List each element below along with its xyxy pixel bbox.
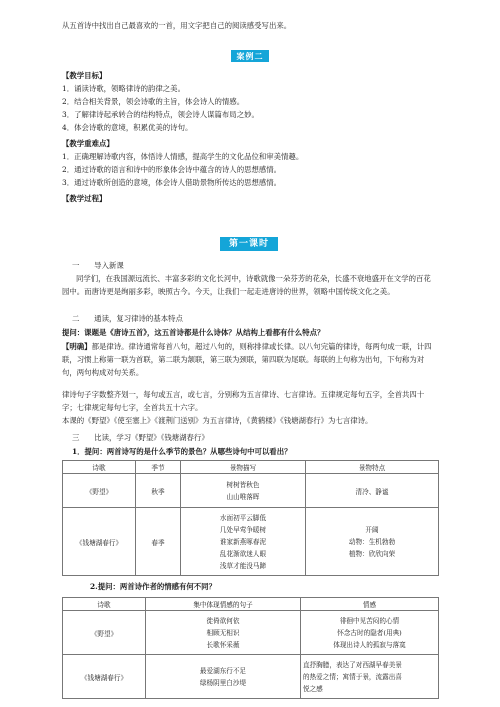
emotion-table	[62, 597, 439, 699]
emotion-line: 怀念古时的隐者(用典)	[337, 628, 402, 637]
answer-label: 【明确】	[62, 342, 92, 351]
table-header: 情感	[301, 598, 439, 611]
poem-line: 长歌怀采薇	[206, 640, 240, 649]
table-row	[63, 474, 439, 508]
lines-cell	[146, 655, 301, 699]
intro-task: 从五首诗中找出自己最喜欢的一首，用文字把自己的阅读感受写出来。	[62, 21, 292, 30]
section2-p2: 律诗句子字数整齐划一，每句或五言，或七言，分别称为五言律诗、七言律诗。五律规定每句五字，全首共四十字；七律规定每句七字，全首共五十六字。	[62, 390, 425, 412]
scenery-cell	[181, 474, 306, 508]
emotion-line: 直抒胸臆，表达了对西湖早春美景	[303, 660, 402, 669]
section3-title: 三 比读，学习《野望》《钱塘湖春行》	[72, 433, 209, 442]
season-cell: 春季	[136, 508, 181, 576]
table-header: 季节	[136, 461, 181, 474]
keypoints-heading: 【教学重难点】	[62, 139, 114, 148]
section2-question: 提问：课题是《唐诗五首》，这五首诗都是什么诗体？从结构上看都有什么特点？	[62, 328, 325, 337]
poem-cell: 《野望》	[63, 474, 136, 508]
poem-cell: 《野望》	[63, 611, 146, 655]
section2-title: 二 通读，复习律诗的基本特点	[72, 314, 183, 323]
season-table	[62, 460, 439, 576]
section2-answer	[62, 340, 438, 379]
goals-heading: 【教学目标】	[62, 71, 107, 80]
poem-cell: 《钱塘湖春行》	[63, 508, 136, 576]
feature-cell	[306, 508, 439, 576]
table-row	[63, 508, 439, 576]
section1-title: 一 导入新课	[72, 261, 124, 270]
section3-q2: 2.提问：两首诗作者的情感有何不同？	[90, 582, 216, 591]
answer-text: 都是律诗。律诗通常每首八句，超过八句的，则称排律或长律。以八句完篇的律诗，每两句成一联，计四联，习惯上称第一联为首联，第二联为颔联，第三联为颈联，第四联为尾联。每联的上句称为出句，下句称为对句，两句构成对句关系。	[62, 342, 432, 377]
poem-line: 最爱湖东行不足	[199, 666, 247, 675]
case-badge: 案例二	[231, 50, 269, 62]
emotion-line: 徘徊中见苦闷的心情	[339, 616, 400, 625]
feature-line: 植物：欣欣向荣	[348, 549, 396, 558]
emotion-cell	[301, 611, 439, 655]
section3-q1: 1．提问：两首诗写的是什么季节的景色？从哪些诗句中可以看出？	[72, 447, 292, 456]
emotion-line: 体现出诗人的孤寂与落寞	[333, 640, 406, 649]
poem-line: 相顾无相识	[206, 628, 240, 637]
scenery-line: 谁家新燕啄春泥	[219, 537, 267, 546]
table-header: 景物特点	[306, 461, 439, 474]
scenery-line: 树树皆秋色	[226, 480, 260, 489]
goal-item: 4．体会诗歌的意境，积累优美的诗句。	[62, 123, 193, 132]
scenery-line: 乱花渐欲迷人眼	[219, 549, 267, 558]
table-header: 集中体现情感的句子	[146, 598, 301, 611]
table-row	[63, 655, 439, 699]
feature-line: 动物：生机勃勃	[348, 537, 396, 546]
lines-cell	[146, 611, 301, 655]
scenery-line: 几处早莺争暖树	[219, 525, 267, 534]
table-header: 诗歌	[63, 598, 146, 611]
poem-line: 绿杨阴里白沙堤	[199, 678, 247, 687]
emotion-line: 悦之感	[303, 684, 323, 693]
emotion-line: 的热爱之情；寓情于景，流露出喜	[303, 672, 402, 681]
table-row	[63, 611, 439, 655]
poem-line: 徙倚欲何依	[206, 616, 240, 625]
keypoint-item: 3．通过诗歌所创造的意境，体会诗人借助景物所传达的思想感情。	[62, 178, 282, 187]
process-heading: 【教学过程】	[62, 194, 107, 203]
table-header-row	[63, 598, 439, 611]
section2-p3: 本课的《野望》《使至塞上》《渡荆门送别》为五言律诗，《黄鹤楼》《钱塘湖春行》为七言律诗。	[62, 416, 373, 425]
scenery-line: 山山唯落晖	[226, 492, 260, 501]
table-header-row	[63, 461, 439, 474]
keypoint-item: 2．通过诗歌的语言和诗中的形象体会诗中蕴含的诗人的思想感情。	[62, 165, 282, 174]
feature-cell: 清冷、静谧	[306, 474, 439, 508]
lesson-badge: 第一课时	[220, 237, 278, 251]
scenery-line: 浅草才能没马蹄	[219, 561, 267, 570]
poem-cell: 《钱塘湖春行》	[63, 655, 146, 699]
table-header: 景物描写	[181, 461, 306, 474]
goal-item: 2．结合相关背景，领会诗歌的主旨，体会诗人的情感。	[62, 97, 245, 106]
table-header: 诗歌	[63, 461, 136, 474]
keypoint-item: 1．正确理解诗歌内容，体悟诗人情感，提高学生的文化品位和审美情趣。	[62, 152, 304, 161]
scenery-cell	[181, 508, 306, 576]
season-cell: 秋季	[136, 474, 181, 508]
section1-text: 同学们，在我国源远流长、丰富多彩的文化长河中，诗歌就像一朵芬芳的花朵，长盛不衰地盛开在文学的百花园中。而唐诗更是绚丽多彩，映照古今。今天，让我们一起走进唐诗的世界，领略中国传统文化之美。	[62, 274, 431, 296]
scenery-line: 水面初平云脚低	[219, 513, 267, 522]
feature-line: 开阔	[365, 525, 379, 534]
goal-item: 3．了解律诗起承转合的结构特点，领会诗人谋篇布局之妙。	[62, 110, 259, 119]
goal-item: 1．诵读诗歌，领略律诗的韵律之美。	[62, 84, 185, 93]
emotion-cell	[301, 655, 439, 699]
